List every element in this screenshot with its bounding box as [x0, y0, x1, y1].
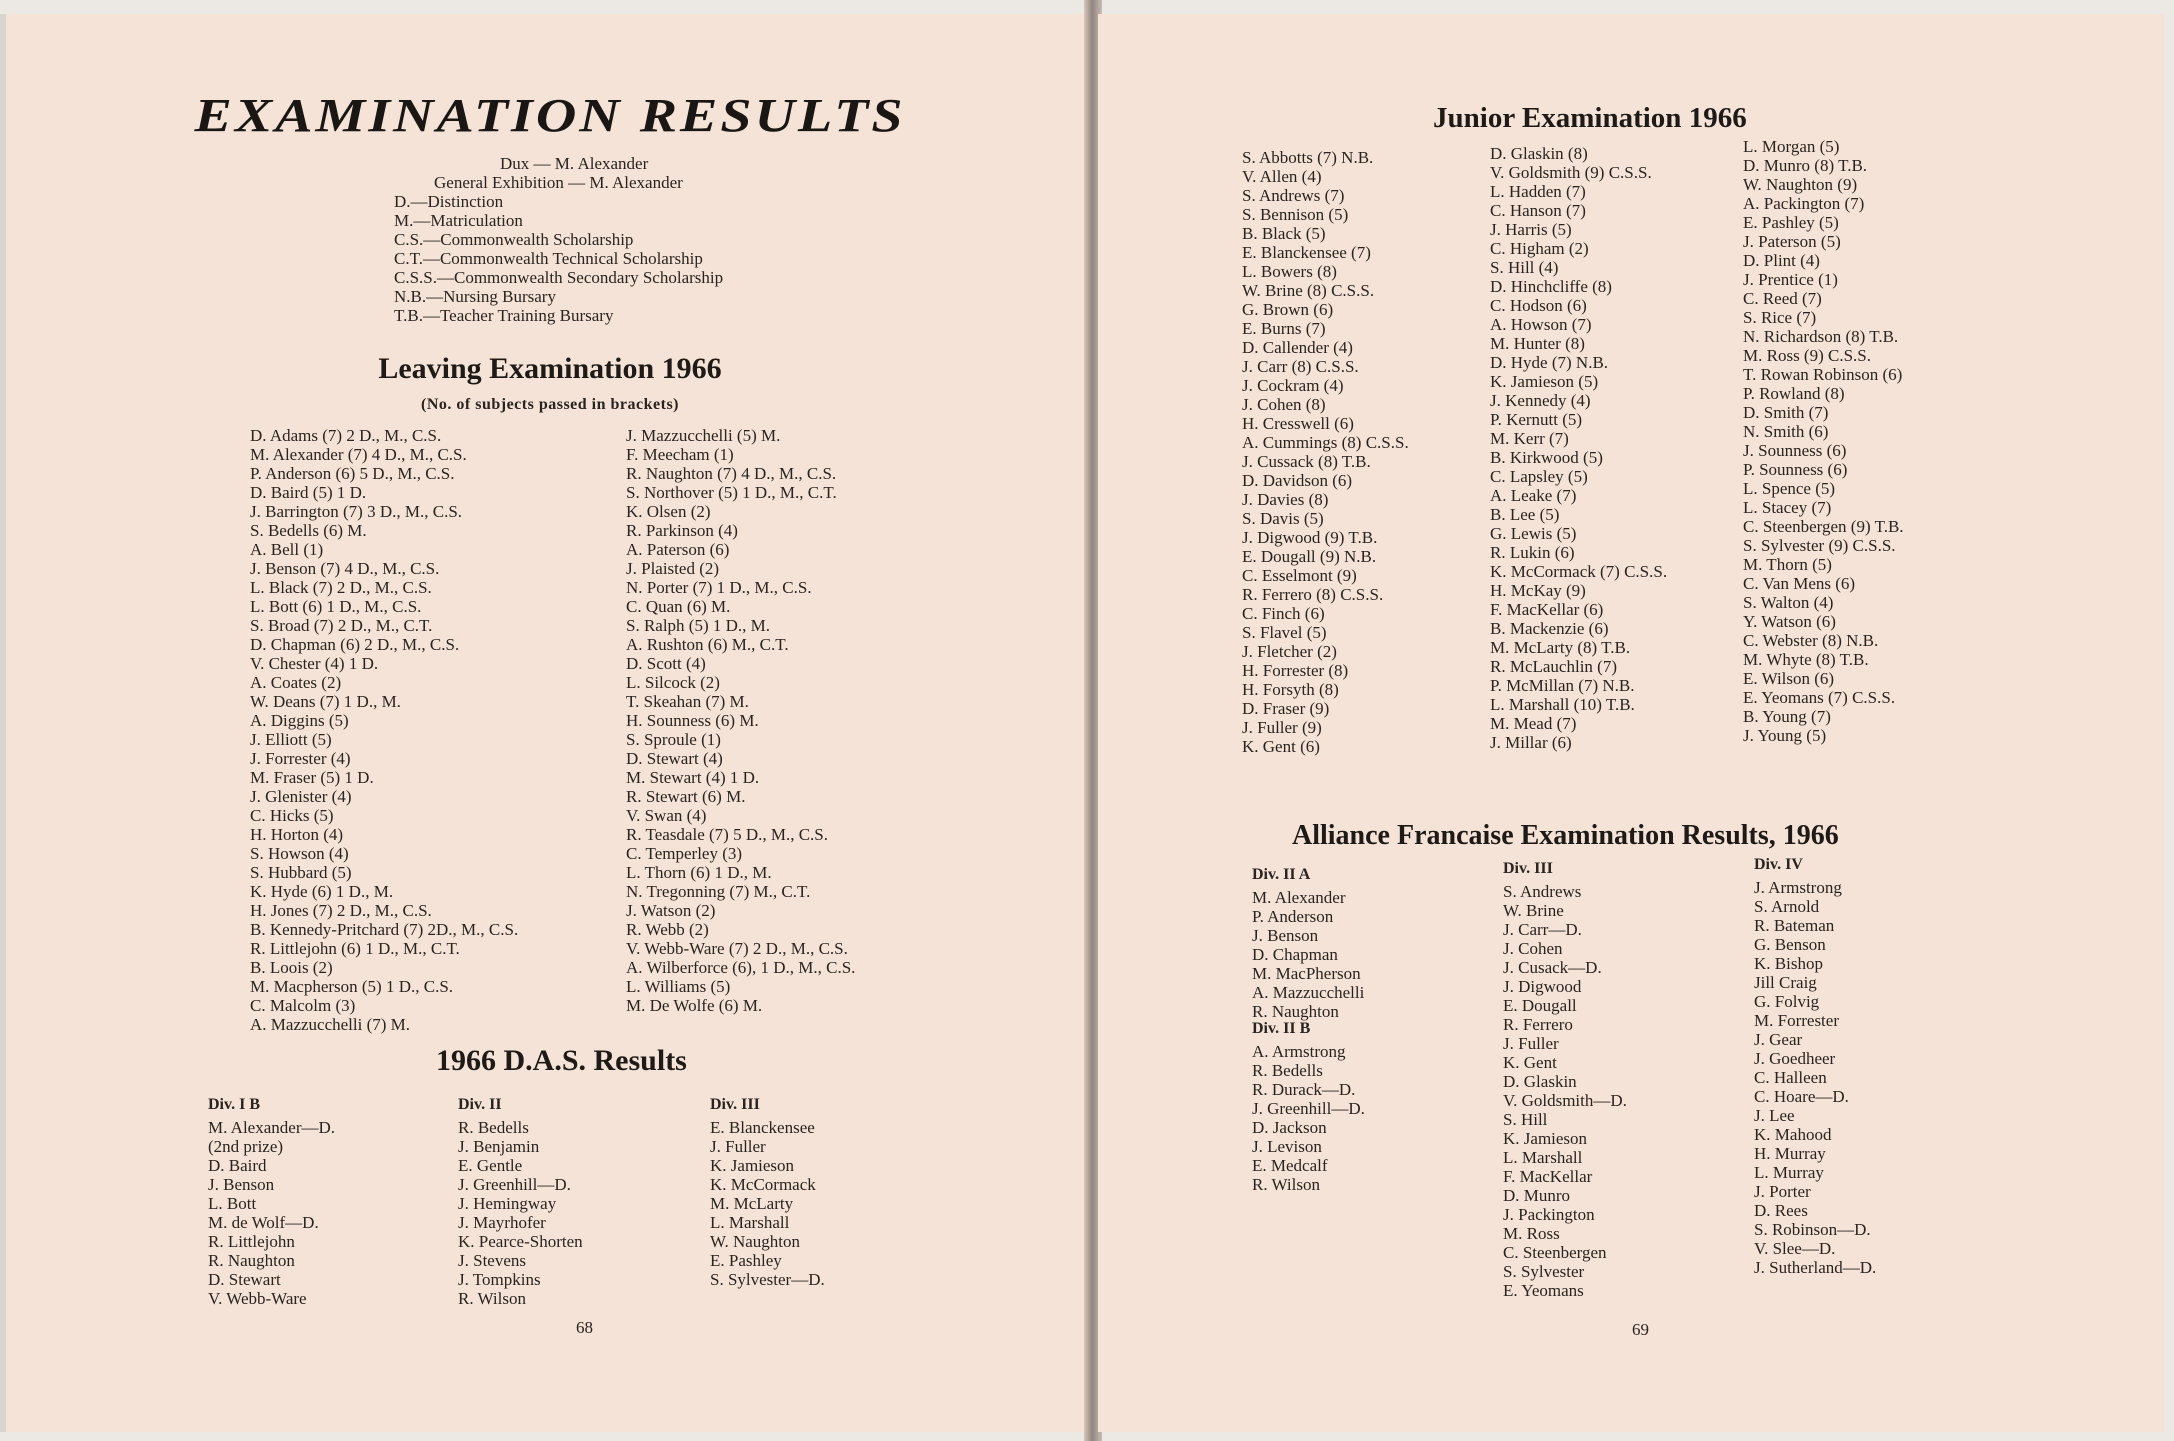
alliance-entry: C. Steenbergen: [1503, 1243, 1607, 1262]
result-entry: J. Cussack (8) T.B.: [1242, 452, 1371, 471]
result-entry: B. Young (7): [1743, 707, 1831, 726]
result-entry: R. Stewart (6) M.: [626, 787, 746, 806]
alliance-entry: R. Durack—D.: [1252, 1080, 1356, 1099]
das-entry: K. Jamieson: [710, 1156, 795, 1175]
alliance-entry: J. Goedheer: [1754, 1049, 1836, 1068]
result-entry: C. Esselmont (9): [1242, 566, 1357, 585]
alliance-entry: D. Munro: [1503, 1186, 1571, 1205]
result-entry: D. Callender (4): [1242, 338, 1353, 357]
alliance-heading: Alliance Francaise Examination Results, 1966: [1292, 820, 1839, 851]
alliance-entry: J. Digwood: [1503, 977, 1582, 996]
result-entry: S. Sproule (1): [626, 730, 721, 749]
leaving-column-2: [626, 426, 855, 1015]
result-entry: A. Coates (2): [250, 673, 342, 692]
das-entry: M. McLarty: [710, 1194, 794, 1213]
result-entry: J. Elliott (5): [250, 730, 332, 749]
result-entry: T. Rowan Robinson (6): [1743, 365, 1903, 384]
result-entry: J. Millar (6): [1490, 733, 1572, 752]
result-entry: W. Deans (7) 1 D., M.: [250, 692, 401, 711]
alliance-entry: F. MacKellar: [1503, 1167, 1593, 1186]
das-entry: (2nd prize): [208, 1137, 284, 1156]
result-entry: J. Davies (8): [1242, 490, 1329, 509]
result-entry: S. Davis (5): [1242, 509, 1324, 528]
leaving-heading: Leaving Examination 1966: [378, 352, 722, 385]
alliance-entry: J. Benson: [1252, 926, 1319, 945]
result-entry: B. Kennedy-Pritchard (7) 2D., M., C.S.: [250, 920, 519, 939]
junior-column-2: [1490, 144, 1667, 752]
result-entry: J. Paterson (5): [1743, 232, 1841, 251]
das-entry: E. Blanckensee: [710, 1118, 815, 1137]
legend-item: M.—Matriculation: [394, 211, 523, 230]
result-entry: H. Cresswell (6): [1242, 414, 1354, 433]
alliance-entry: R. Ferrero: [1503, 1015, 1573, 1034]
das-div1-list: [208, 1118, 335, 1308]
das-entry: J. Tompkins: [458, 1270, 541, 1289]
result-entry: D. Munro (8) T.B.: [1743, 156, 1868, 175]
result-entry: V. Goldsmith (9) C.S.S.: [1490, 163, 1652, 182]
result-entry: P. Anderson (6) 5 D., M., C.S.: [250, 464, 455, 483]
das-entry: R. Wilson: [458, 1289, 526, 1308]
result-entry: B. Black (5): [1242, 224, 1326, 243]
alliance-entry: G. Folvig: [1754, 992, 1820, 1011]
result-entry: J. Cockram (4): [1242, 376, 1344, 395]
result-entry: A. Rushton (6) M., C.T.: [626, 635, 789, 654]
result-entry: R. Ferrero (8) C.S.S.: [1242, 585, 1384, 604]
legend-item: N.B.—Nursing Bursary: [394, 287, 556, 306]
page-number-left: 68: [576, 1318, 593, 1337]
result-entry: S. Andrews (7): [1242, 186, 1345, 205]
result-entry: S. Howson (4): [250, 844, 349, 863]
result-entry: M. Mead (7): [1490, 714, 1577, 733]
result-entry: R. Teasdale (7) 5 D., M., C.S.: [626, 825, 829, 844]
alliance-entry: E. Medcalf: [1252, 1156, 1328, 1175]
alliance-entry: K. Bishop: [1754, 954, 1823, 973]
alliance-entry: Jill Craig: [1754, 973, 1817, 992]
result-entry: B. Loois (2): [250, 958, 333, 977]
result-entry: R. Littlejohn (6) 1 D., M., C.T.: [250, 939, 460, 958]
result-entry: D. Adams (7) 2 D., M., C.S.: [250, 426, 442, 445]
alliance-div4-title: Div. IV: [1754, 856, 1803, 873]
alliance-entry: R. Wilson: [1252, 1175, 1320, 1194]
alliance-entry: S. Robinson—D.: [1754, 1220, 1871, 1239]
result-entry: C. Higham (2): [1490, 239, 1589, 258]
result-entry: D. Glaskin (8): [1490, 144, 1588, 163]
alliance-entry: J. Lee: [1754, 1106, 1795, 1125]
result-entry: P. McMillan (7) N.B.: [1490, 676, 1635, 695]
das-div1-title: Div. I B: [208, 1096, 261, 1113]
alliance-entry: D. Rees: [1754, 1201, 1808, 1220]
legend-item: C.S.—Commonwealth Scholarship: [394, 230, 634, 249]
result-entry: L. Spence (5): [1743, 479, 1836, 498]
result-entry: N. Porter (7) 1 D., M., C.S.: [626, 578, 812, 597]
das-entry: J. Stevens: [458, 1251, 526, 1270]
result-entry: J. Digwood (9) T.B.: [1242, 528, 1378, 547]
result-entry: L. Hadden (7): [1490, 182, 1586, 201]
das-entry: E. Gentle: [458, 1156, 523, 1175]
result-entry: M. Thorn (5): [1743, 555, 1832, 574]
result-entry: E. Dougall (9) N.B.: [1242, 547, 1377, 566]
alliance-entry: K. Gent: [1503, 1053, 1557, 1072]
legend-item: C.S.S.—Commonwealth Secondary Scholarship: [394, 268, 724, 287]
das-entry: J. Fuller: [710, 1137, 766, 1156]
alliance-entry: A. Armstrong: [1252, 1042, 1346, 1061]
result-entry: H. Sounness (6) M.: [626, 711, 759, 730]
alliance-entry: S. Arnold: [1754, 897, 1820, 916]
result-entry: M. De Wolfe (6) M.: [626, 996, 763, 1015]
result-entry: C. Reed (7): [1743, 289, 1822, 308]
result-entry: N. Tregonning (7) M., C.T.: [626, 882, 811, 901]
result-entry: P. Sounness (6): [1743, 460, 1848, 479]
alliance-entry: E. Dougall: [1503, 996, 1577, 1015]
alliance-entry: S. Andrews: [1503, 882, 1582, 901]
result-entry: R. McLauchlin (7): [1490, 657, 1617, 676]
junior-column-3: [1743, 137, 1904, 745]
result-entry: V. Allen (4): [1242, 167, 1322, 186]
result-entry: P. Rowland (8): [1743, 384, 1845, 403]
result-entry: J. Young (5): [1743, 726, 1827, 745]
alliance-entry: R. Naughton: [1252, 1002, 1339, 1021]
alliance-div3-title: Div. III: [1503, 860, 1553, 877]
result-entry: J. Benson (7) 4 D., M., C.S.: [250, 559, 440, 578]
alliance-entry: V. Goldsmith—D.: [1503, 1091, 1627, 1110]
result-entry: C. Hodson (6): [1490, 296, 1587, 315]
result-entry: F. Meecham (1): [626, 445, 734, 464]
result-entry: S. Bedells (6) M.: [250, 521, 367, 540]
result-entry: N. Richardson (8) T.B.: [1743, 327, 1899, 346]
result-entry: E. Burns (7): [1242, 319, 1326, 338]
das-entry: L. Marshall: [710, 1213, 790, 1232]
das-div3-list: [710, 1118, 825, 1289]
result-entry: L. Marshall (10) T.B.: [1490, 695, 1635, 714]
left-page: [0, 14, 1088, 1432]
result-entry: J. Kennedy (4): [1490, 391, 1591, 410]
das-entry: S. Sylvester—D.: [710, 1270, 825, 1289]
legend-item: C.T.—Commonwealth Technical Scholarship: [394, 249, 703, 268]
result-entry: P. Kernutt (5): [1490, 410, 1583, 429]
result-entry: J. Fletcher (2): [1242, 642, 1337, 661]
result-entry: R. Webb (2): [626, 920, 709, 939]
alliance-entry: J. Porter: [1754, 1182, 1811, 1201]
alliance-entry: J. Greenhill—D.: [1252, 1099, 1365, 1118]
alliance-div2b-title: Div. II B: [1252, 1020, 1311, 1037]
alliance-entry: M. MacPherson: [1252, 964, 1361, 983]
result-entry: J. Carr (8) C.S.S.: [1242, 357, 1359, 376]
alliance-entry: A. Mazzucchelli: [1252, 983, 1365, 1002]
alliance-entry: V. Slee—D.: [1754, 1239, 1836, 1258]
result-entry: D. Baird (5) 1 D.: [250, 483, 367, 502]
result-entry: C. Steenbergen (9) T.B.: [1743, 517, 1904, 536]
result-entry: C. Hicks (5): [250, 806, 334, 825]
right-page: [1098, 14, 2164, 1432]
result-entry: D. Plint (4): [1743, 251, 1820, 270]
alliance-entry: J. Cohen: [1503, 939, 1563, 958]
result-entry: J. Prentice (1): [1743, 270, 1838, 289]
general-exhibition-line: General Exhibition — M. Alexander: [434, 173, 683, 192]
result-entry: L. Williams (5): [626, 977, 731, 996]
result-entry: J. Forrester (4): [250, 749, 351, 768]
result-entry: C. Finch (6): [1242, 604, 1325, 623]
das-entry: J. Benson: [208, 1175, 275, 1194]
result-entry: J. Watson (2): [626, 901, 716, 920]
result-entry: A. Wilberforce (6), 1 D., M., C.S.: [626, 958, 856, 977]
result-entry: J. Harris (5): [1490, 220, 1572, 239]
alliance-entry: J. Gear: [1754, 1030, 1803, 1049]
result-entry: J. Plaisted (2): [626, 559, 720, 578]
result-entry: N. Smith (6): [1743, 422, 1829, 441]
junior-heading: Junior Examination 1966: [1433, 102, 1747, 134]
result-entry: S. Sylvester (9) C.S.S.: [1743, 536, 1896, 555]
das-entry: J. Mayrhofer: [458, 1213, 546, 1232]
result-entry: D. Hyde (7) N.B.: [1490, 353, 1609, 372]
alliance-div4-list: [1754, 878, 1876, 1277]
result-entry: S. Bennison (5): [1242, 205, 1349, 224]
result-entry: C. Webster (8) N.B.: [1743, 631, 1879, 650]
result-entry: E. Pashley (5): [1743, 213, 1839, 232]
alliance-entry: J. Cusack—D.: [1503, 958, 1602, 977]
alliance-entry: M. Forrester: [1754, 1011, 1839, 1030]
result-entry: B. Lee (5): [1490, 505, 1560, 524]
alliance-entry: J. Carr—D.: [1503, 920, 1582, 939]
result-entry: J. Cohen (8): [1242, 395, 1326, 414]
result-entry: L. Bott (6) 1 D., M., C.S.: [250, 597, 422, 616]
das-heading: 1966 D.A.S. Results: [436, 1044, 687, 1077]
das-div2-list: [458, 1118, 583, 1308]
result-entry: F. MacKellar (6): [1490, 600, 1604, 619]
das-entry: K. McCormack: [710, 1175, 816, 1194]
alliance-entry: L. Murray: [1754, 1163, 1824, 1182]
alliance-entry: C. Halleen: [1754, 1068, 1827, 1087]
result-entry: W. Brine (8) C.S.S.: [1242, 281, 1375, 300]
das-entry: W. Naughton: [710, 1232, 801, 1251]
result-entry: S. Abbotts (7) N.B.: [1242, 148, 1374, 167]
result-entry: L. Thorn (6) 1 D., M.: [626, 863, 772, 882]
alliance-entry: D. Jackson: [1252, 1118, 1327, 1137]
alliance-entry: J. Packington: [1503, 1205, 1595, 1224]
result-entry: S. Flavel (5): [1242, 623, 1327, 642]
result-entry: C. Hanson (7): [1490, 201, 1586, 220]
das-entry: E. Pashley: [710, 1251, 782, 1270]
result-entry: J. Barrington (7) 3 D., M., C.S.: [250, 502, 463, 521]
result-entry: A. Mazzucchelli (7) M.: [250, 1015, 411, 1034]
result-entry: C. Malcolm (3): [250, 996, 356, 1015]
result-entry: L. Bowers (8): [1242, 262, 1337, 281]
result-entry: K. Jamieson (5): [1490, 372, 1599, 391]
result-entry: J. Mazzucchelli (5) M.: [626, 426, 781, 445]
result-entry: A. Paterson (6): [626, 540, 730, 559]
result-entry: H. Forsyth (8): [1242, 680, 1339, 699]
result-entry: H. Jones (7) 2 D., M., C.S.: [250, 901, 432, 920]
alliance-entry: J. Fuller: [1503, 1034, 1559, 1053]
das-entry: R. Naughton: [208, 1251, 295, 1270]
result-entry: E. Yeomans (7) C.S.S.: [1743, 688, 1896, 707]
alliance-entry: S. Hill: [1503, 1110, 1548, 1129]
result-entry: S. Northover (5) 1 D., M., C.T.: [626, 483, 837, 502]
junior-column-1: [1242, 148, 1409, 756]
result-entry: A. Diggins (5): [250, 711, 349, 730]
das-entry: J. Hemingway: [458, 1194, 557, 1213]
das-entry: R. Bedells: [458, 1118, 529, 1137]
result-entry: H. McKay (9): [1490, 581, 1586, 600]
result-entry: D. Scott (4): [626, 654, 706, 673]
result-entry: M. Macpherson (5) 1 D., C.S.: [250, 977, 454, 996]
dux-line: Dux — M. Alexander: [500, 154, 649, 173]
result-entry: G. Brown (6): [1242, 300, 1334, 319]
das-entry: V. Webb-Ware: [208, 1289, 307, 1308]
alliance-div2a-title: Div. II A: [1252, 866, 1311, 883]
result-entry: M. Kerr (7): [1490, 429, 1569, 448]
alliance-entry: P. Anderson: [1252, 907, 1334, 926]
alliance-entry: J. Armstrong: [1754, 878, 1842, 897]
result-entry: M. Whyte (8) T.B.: [1743, 650, 1869, 669]
result-entry: J. Fuller (9): [1242, 718, 1322, 737]
alliance-div3-list: [1503, 882, 1627, 1300]
result-entry: C. Lapsley (5): [1490, 467, 1588, 486]
alliance-entry: L. Marshall: [1503, 1148, 1583, 1167]
result-entry: B. Kirkwood (5): [1490, 448, 1603, 467]
result-entry: R. Parkinson (4): [626, 521, 738, 540]
legend-item: D.—Distinction: [394, 192, 504, 211]
result-entry: D. Davidson (6): [1242, 471, 1353, 490]
result-entry: A. Leake (7): [1490, 486, 1577, 505]
result-entry: K. Hyde (6) 1 D., M.: [250, 882, 394, 901]
result-entry: E. Wilson (6): [1743, 669, 1835, 688]
result-entry: M. Alexander (7) 4 D., M., C.S.: [250, 445, 467, 464]
result-entry: C. Temperley (3): [626, 844, 743, 863]
alliance-entry: R. Bateman: [1754, 916, 1835, 935]
result-entry: T. Skeahan (7) M.: [626, 692, 749, 711]
result-entry: M. Fraser (5) 1 D.: [250, 768, 374, 787]
result-entry: A. Howson (7): [1490, 315, 1592, 334]
das-entry: D. Stewart: [208, 1270, 281, 1289]
result-entry: R. Naughton (7) 4 D., M., C.S.: [626, 464, 837, 483]
alliance-entry: D. Chapman: [1252, 945, 1338, 964]
result-entry: M. McLarty (8) T.B.: [1490, 638, 1631, 657]
result-entry: B. Mackenzie (6): [1490, 619, 1609, 638]
result-entry: S. Ralph (5) 1 D., M.: [626, 616, 771, 635]
result-entry: H. Forrester (8): [1242, 661, 1349, 680]
result-entry: W. Naughton (9): [1743, 175, 1858, 194]
result-entry: D. Smith (7): [1743, 403, 1829, 422]
result-entry: C. Van Mens (6): [1743, 574, 1856, 593]
result-entry: D. Fraser (9): [1242, 699, 1330, 718]
result-entry: L. Stacey (7): [1743, 498, 1832, 517]
result-entry: G. Lewis (5): [1490, 524, 1577, 543]
alliance-entry: M. Ross: [1503, 1224, 1560, 1243]
alliance-div2b-list: [1252, 1042, 1365, 1194]
result-entry: K. McCormack (7) C.S.S.: [1490, 562, 1668, 581]
result-entry: V. Webb-Ware (7) 2 D., M., C.S.: [626, 939, 848, 958]
result-entry: A. Cummings (8) C.S.S.: [1242, 433, 1409, 452]
result-entry: A. Packington (7): [1743, 194, 1865, 213]
result-entry: C. Quan (6) M.: [626, 597, 731, 616]
page-title: EXAMINATION RESULTS: [194, 89, 906, 143]
result-entry: D. Stewart (4): [626, 749, 723, 768]
das-entry: L. Bott: [208, 1194, 257, 1213]
result-entry: Y. Watson (6): [1743, 612, 1836, 631]
result-entry: A. Bell (1): [250, 540, 324, 559]
das-entry: K. Pearce-Shorten: [458, 1232, 583, 1251]
alliance-entry: J. Levison: [1252, 1137, 1322, 1156]
alliance-div2a-list: [1252, 888, 1364, 1021]
alliance-entry: E. Yeomans: [1503, 1281, 1584, 1300]
alliance-entry: M. Alexander: [1252, 888, 1346, 907]
result-entry: S. Rice (7): [1743, 308, 1817, 327]
alliance-entry: D. Glaskin: [1503, 1072, 1577, 1091]
das-entry: M. de Wolf—D.: [208, 1213, 319, 1232]
alliance-entry: J. Sutherland—D.: [1754, 1258, 1877, 1277]
result-entry: L. Morgan (5): [1743, 137, 1840, 156]
result-entry: K. Olsen (2): [626, 502, 711, 521]
alliance-entry: H. Murray: [1754, 1144, 1826, 1163]
das-div3-title: Div. III: [710, 1096, 760, 1113]
das-entry: M. Alexander—D.: [208, 1118, 336, 1137]
result-entry: S. Broad (7) 2 D., M., C.T.: [250, 616, 433, 635]
alliance-entry: W. Brine: [1503, 901, 1564, 920]
result-entry: J. Sounness (6): [1743, 441, 1847, 460]
alliance-entry: G. Benson: [1754, 935, 1826, 954]
result-entry: L. Silcock (2): [626, 673, 720, 692]
result-entry: V. Swan (4): [626, 806, 707, 825]
legend-item: T.B.—Teacher Training Bursary: [394, 306, 614, 325]
das-entry: D. Baird: [208, 1156, 267, 1175]
result-entry: D. Hinchcliffe (8): [1490, 277, 1612, 296]
result-entry: R. Lukin (6): [1490, 543, 1575, 562]
leaving-column-1: [250, 426, 518, 1034]
result-entry: K. Gent (6): [1242, 737, 1320, 756]
result-entry: E. Blanckensee (7): [1242, 243, 1371, 262]
alliance-entry: K. Jamieson: [1503, 1129, 1588, 1148]
alliance-entry: K. Mahood: [1754, 1125, 1832, 1144]
result-entry: V. Chester (4) 1 D.: [250, 654, 379, 673]
alliance-entry: R. Bedells: [1252, 1061, 1323, 1080]
das-div2-title: Div. II: [458, 1096, 502, 1113]
result-entry: J. Glenister (4): [250, 787, 352, 806]
leaving-subheading: (No. of subjects passed in brackets): [421, 396, 679, 413]
page-number-right: 69: [1632, 1320, 1649, 1339]
result-entry: S. Hubbard (5): [250, 863, 352, 882]
das-entry: R. Littlejohn: [208, 1232, 295, 1251]
abbreviation-legend: [394, 193, 723, 326]
result-entry: S. Hill (4): [1490, 258, 1559, 277]
result-entry: M. Ross (9) C.S.S.: [1743, 346, 1872, 365]
result-entry: M. Stewart (4) 1 D.: [626, 768, 760, 787]
result-entry: S. Walton (4): [1743, 593, 1834, 612]
result-entry: D. Chapman (6) 2 D., M., C.S.: [250, 635, 460, 654]
result-entry: L. Black (7) 2 D., M., C.S.: [250, 578, 432, 597]
das-entry: J. Benjamin: [458, 1137, 540, 1156]
alliance-entry: S. Sylvester: [1503, 1262, 1585, 1281]
das-entry: J. Greenhill—D.: [458, 1175, 571, 1194]
result-entry: H. Horton (4): [250, 825, 344, 844]
alliance-entry: C. Hoare—D.: [1754, 1087, 1849, 1106]
result-entry: M. Hunter (8): [1490, 334, 1585, 353]
